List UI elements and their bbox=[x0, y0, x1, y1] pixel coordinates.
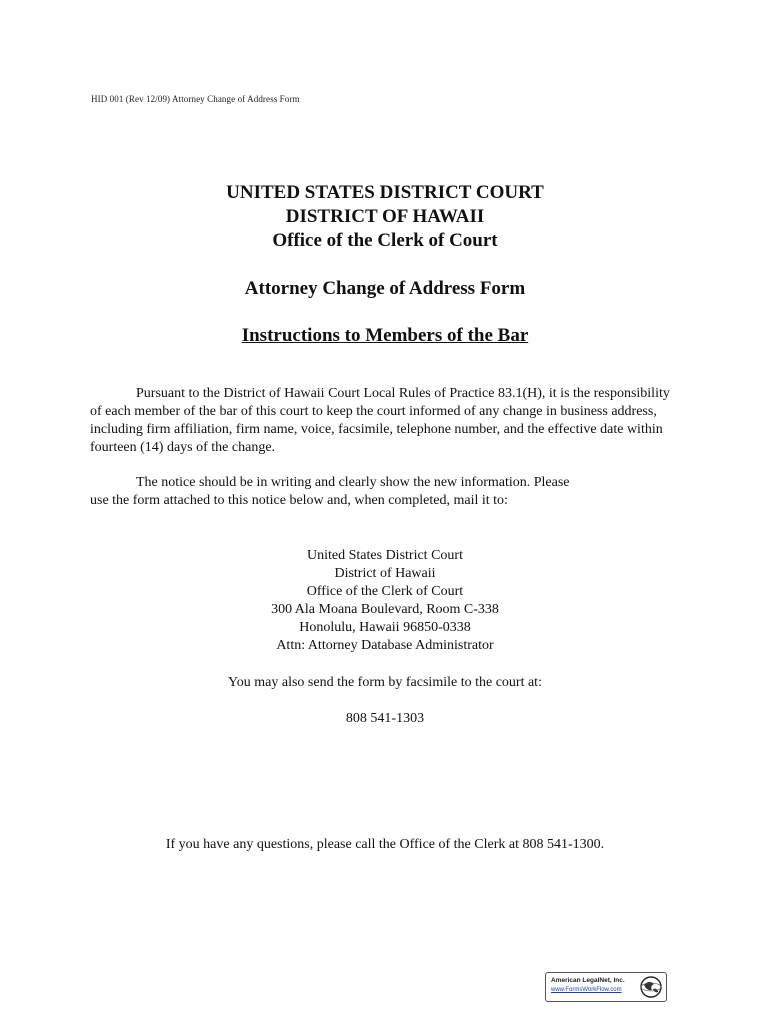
badge-website-link[interactable]: www.FormsWorkFlow.com bbox=[551, 987, 622, 993]
paragraph-local-rules-text: Pursuant to the District of Hawaii Court Local Rules of Practice 83.1(H), it is the responsibility of each member of the bar of this court to keep the court informed of any change in business address, including firm affiliation, firm name, voice, facsimile, telephone number, and the effective date within fourteen (14) days of the change. bbox=[90, 386, 670, 455]
address-line: United States District Court bbox=[307, 548, 463, 563]
fax-number: 808 541-1303 bbox=[345, 711, 425, 726]
district-title: DISTRICT OF HAWAII bbox=[285, 206, 485, 227]
questions-contact-line: If you have any questions, please call the Office of the Clerk at 808 541-1300. bbox=[165, 837, 605, 852]
form-id-header: HID 001 (Rev 12/09) Attorney Change of Address Form bbox=[91, 94, 300, 104]
instructions-heading: Instructions to Members of the Bar bbox=[241, 325, 529, 346]
address-line: Office of the Clerk of Court bbox=[306, 584, 464, 599]
footer-badge[interactable] bbox=[545, 972, 667, 1002]
court-title: UNITED STATES DISTRICT COURT bbox=[226, 182, 544, 203]
badge-company-name: American LegalNet, Inc. bbox=[551, 977, 625, 984]
address-line: Honolulu, Hawaii 96850-0338 bbox=[299, 620, 471, 635]
address-line: District of Hawaii bbox=[334, 566, 436, 581]
paragraph-mail-instructions bbox=[90, 474, 580, 510]
office-title: Office of the Clerk of Court bbox=[272, 230, 498, 251]
address-line: Attn: Attorney Database Administrator bbox=[276, 638, 494, 653]
fax-note: You may also send the form by facsimile to the court at: bbox=[228, 675, 542, 690]
form-title: Attorney Change of Address Form bbox=[244, 278, 526, 299]
paragraph-mail-instructions-text: The notice should be in writing and clearly show the new information. Please use the form attached to this notice below and, when completed, mail it to: bbox=[90, 475, 570, 508]
address-line: 300 Ala Moana Boulevard, Room C-338 bbox=[271, 602, 499, 617]
globe-logo-icon bbox=[640, 976, 662, 998]
mailing-address-block bbox=[0, 547, 770, 655]
paragraph-local-rules bbox=[90, 385, 670, 457]
